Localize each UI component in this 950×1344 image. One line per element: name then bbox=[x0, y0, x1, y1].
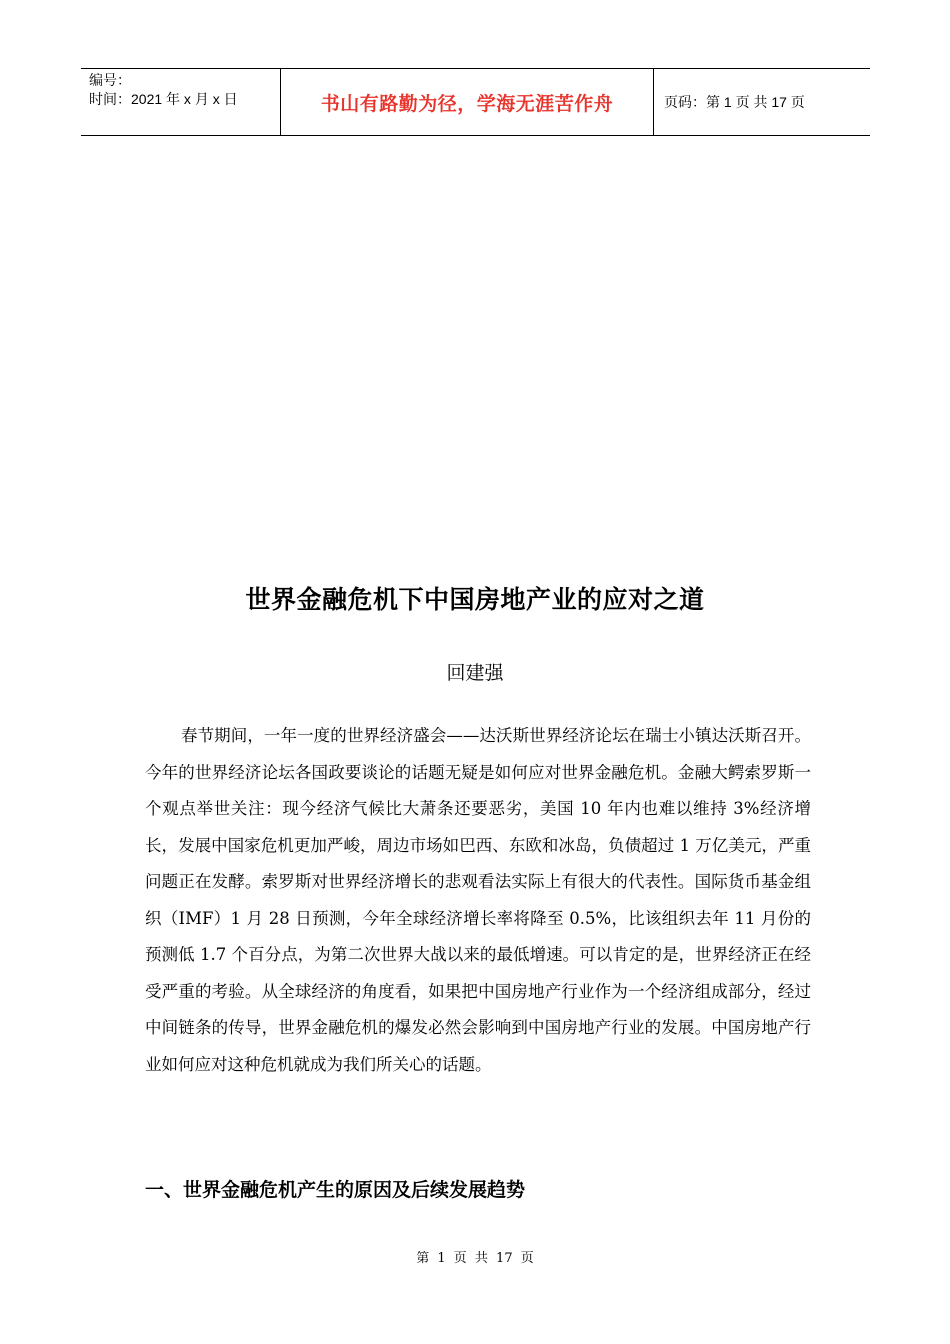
number-label: 编号： bbox=[89, 72, 131, 88]
header-motto: 书山有路勤为径，学海无涯苦作舟 bbox=[281, 69, 654, 135]
body-paragraph: 春节期间，一年一度的世界经济盛会——达沃斯世界经济论坛在瑞士小镇达沃斯召开。今年的世界经济论坛各国政要谈论的话题无疑是如何应对世界金融危机。金融大鳄索罗斯一个观点举世关注：现今经济气候比大萧条还要恶劣，美国 10 年内也难以维持 3%经济增长，发展中国家危机更加严峻，周边市场如巴西、东欧和冰岛，负债超过 1 万亿美元，严重问题正在发酵。索罗斯对世界经济增长的悲观看法实际上有很大的代表性。国际货币基金组织（IMF）1 月 28 日预测，今年全球经济增长率将降至 0.5%，比该组织去年 11 月份的预测低 1.7 个百分点，为第二次世界大战以来的最低增速。可以肯定的是，世界经济正在经受严重的考验。从全球经济的角度看，如果把中国房地产行业作为一个经济组成部分，经过中间链条的传导，世界金融危机的爆发必然会影响到中国房地产行业的发展。中国房地产行业如何应对这种危机就成为我们所关心的话题。 bbox=[145, 726, 812, 1074]
document-title: 世界金融危机下中国房地产业的应对之道 bbox=[245, 585, 705, 614]
header-page-info: 页码：第 1 页 共 17 页 bbox=[664, 94, 805, 110]
page-header bbox=[81, 68, 870, 136]
time-label: 时间：2021 年 x 月 x 日 bbox=[89, 91, 238, 107]
document-author: 回建强 bbox=[446, 662, 504, 684]
section-heading: 一、世界金融危机产生的原因及后续发展趋势 bbox=[145, 1179, 526, 1201]
header-meta bbox=[81, 69, 281, 135]
page-footer: 第 1 页 共 17 页 bbox=[416, 1251, 534, 1266]
